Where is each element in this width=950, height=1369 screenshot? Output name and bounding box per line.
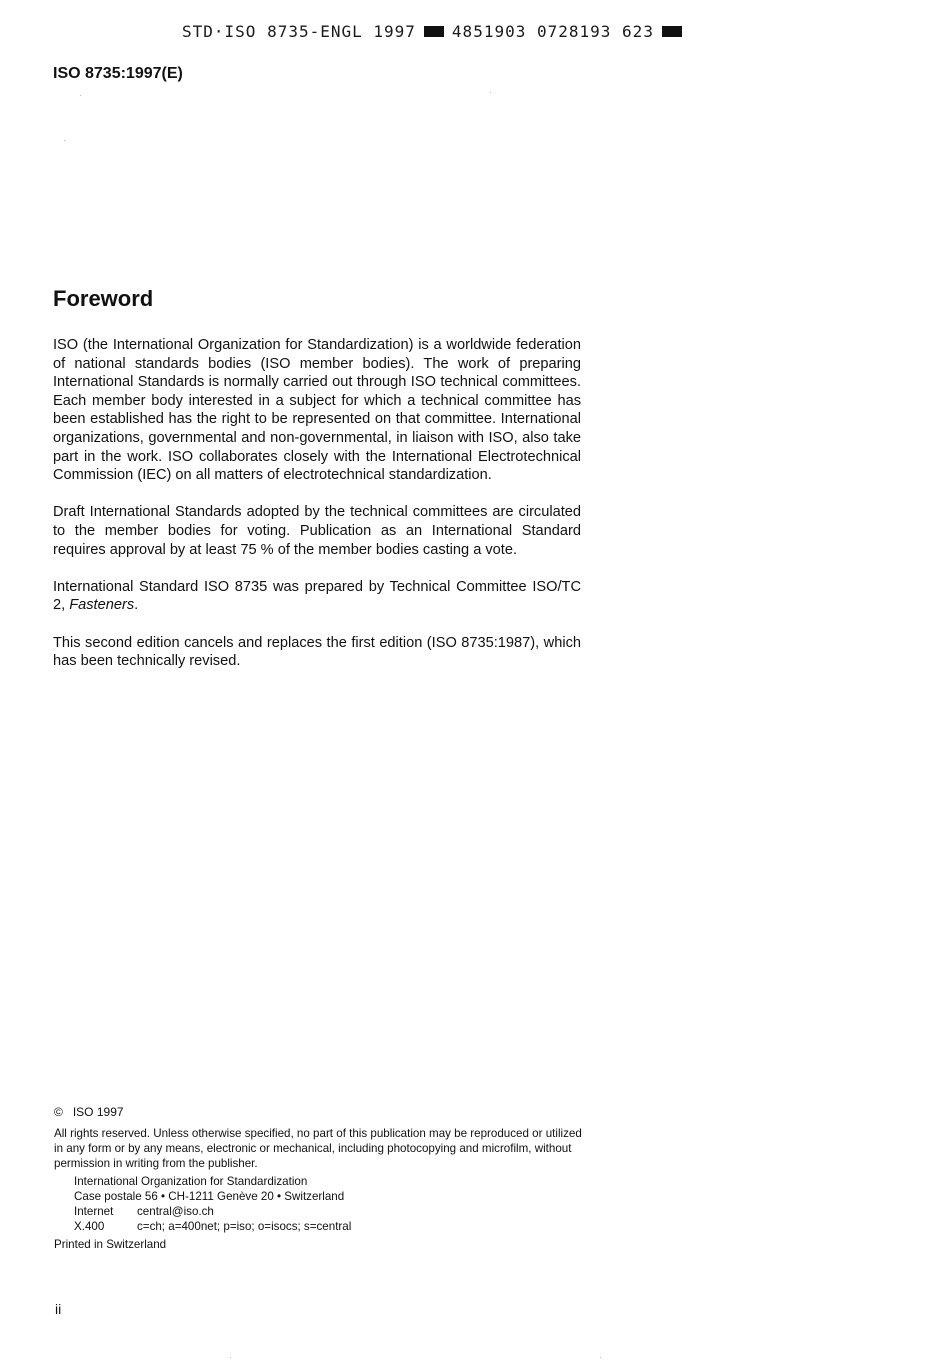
copyright-block <box>54 1105 594 1252</box>
scan-code-mid: 4851903 0728193 623 <box>451 22 654 41</box>
committee-name: Fasteners <box>69 597 135 614</box>
scan-block-mark <box>424 26 444 37</box>
scan-header-code <box>182 22 690 41</box>
foreword-paragraph-2: Draft International Standards adopted by the technical committees are circulated to the member bodies for voting. Publication as an International Standard requires approval by at least 75 % of the member bodies casting a vote. <box>53 504 581 558</box>
page-number: ii <box>55 1301 62 1317</box>
copyright-icon: © <box>54 1105 63 1119</box>
scan-code-left: STD·ISO 8735-ENGL 1997 <box>182 22 416 41</box>
foreword-paragraph-4: This second edition cancels and replaces the first edition (ISO 8735:1987), which has been technically revised. <box>53 634 581 670</box>
scan-speck <box>64 140 65 141</box>
document-id: ISO 8735:1997(E) <box>53 65 183 82</box>
internet-row <box>74 1204 594 1219</box>
printed-in: Printed in Switzerland <box>54 1238 167 1251</box>
x400-label: X.400 <box>74 1220 105 1233</box>
publisher-postal: Case postale 56 • CH-1211 Genève 20 • Switzerland <box>74 1190 345 1203</box>
copyright-year: ISO 1997 <box>72 1105 124 1119</box>
scan-speck <box>490 92 491 93</box>
copyright-line <box>54 1105 594 1120</box>
paragraph-3-text: International Standard ISO 8735 was prepared by Technical Committee ISO/TC 2, <box>53 578 581 614</box>
publisher-address <box>74 1174 594 1234</box>
foreword-paragraph-1: ISO (the International Organization for Standardization) is a worldwide federation of national standards bodies (ISO member bodies). The work of preparing International Standards is normally carried out through ISO technical committees. Each member body interested in a subject for which a technical committee has been established has the right to be represented on that committee. International organizations, governmental and non-governmental, in liaison with ISO, also take part in the work. ISO collaborates closely with the International Electrotechnical Commission (IEC) on all matters of electrotechnical standardization. <box>53 337 581 484</box>
foreword-body <box>53 336 581 689</box>
x400-row <box>74 1219 594 1234</box>
scan-speck <box>80 95 81 96</box>
internet-value: central@iso.ch <box>137 1205 214 1218</box>
paragraph-3-end: . <box>134 597 139 614</box>
scan-block-mark <box>662 26 682 37</box>
publisher-org: International Organization for Standardization <box>74 1175 308 1188</box>
foreword-heading: Foreword <box>53 286 154 311</box>
rights-notice: All rights reserved. Unless otherwise specified, no part of this publication may be reproduced or utilized in any form or by any means, electronic or mechanical, including photocopying and microfilm, without permission in writing from the publisher. <box>54 1127 582 1170</box>
internet-label: Internet <box>74 1205 114 1218</box>
foreword-paragraph-3 <box>53 578 581 615</box>
scan-speck <box>600 1357 601 1358</box>
x400-value: c=ch; a=400net; p=iso; o=isocs; s=central <box>137 1220 352 1233</box>
scan-speck <box>230 1357 231 1358</box>
